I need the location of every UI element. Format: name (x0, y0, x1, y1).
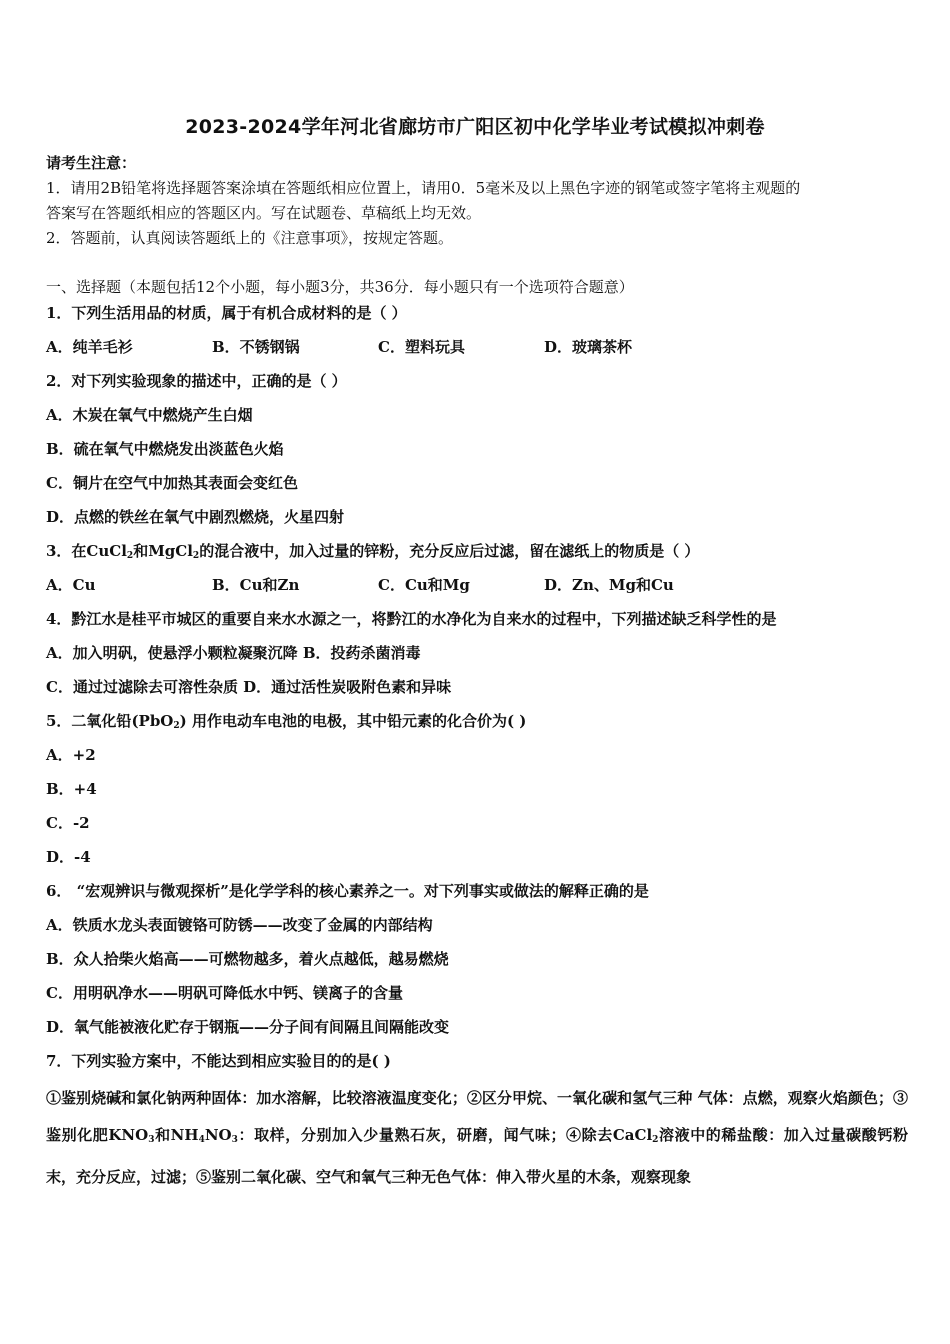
q5-option-c: C．-2 (46, 814, 90, 832)
q3-stem: 3．在CuCl$_2$和MgCl$_2$的混合液中，加入过量的锌粉，充分反应后过滤，留在滤纸上的物质是（ ） (46, 542, 700, 561)
q4-options-ab: A．加入明矾，使悬浮小颗粒凝聚沉降 B．投药杀菌消毒 (46, 644, 421, 662)
q2-option-a: A．木炭在氧气中燃烧产生白烟 (46, 406, 253, 424)
q1-option-b: B．不锈钢锅 (212, 338, 300, 356)
section-heading: 一、选择题（本题包括12个小题，每小题3分，共36分．每小题只有一个选项符合题意） (46, 278, 634, 296)
q2-option-b: B．硫在氧气中燃烧发出淡蓝色火焰 (46, 440, 284, 458)
q6-stem: 6． “宏观辨识与微观探析”是化学学科的核心素养之一。对下列事实或做法的解释正确的是 (46, 882, 649, 900)
q3-option-a: A．Cu (46, 576, 96, 594)
q5-option-b: B．+4 (46, 780, 97, 798)
q4-stem: 4．黔江水是桂平市城区的重要自来水水源之一，将黔江的水净化为自来水的过程中，下列描述缺乏科学性的是 (46, 610, 777, 628)
q3-option-c: C．Cu和Mg (378, 576, 470, 594)
q5-stem: 5．二氧化铅(PbO$_2$) 用作电动车电池的电极，其中铅元素的化合价为( ) (46, 712, 527, 731)
q7-stem: 7．下列实验方案中，不能达到相应实验目的的是( ) (46, 1052, 391, 1070)
q6-option-d: D．氧气能被液化贮存于钢瓶——分子间有间隔且间隔能改变 (46, 1018, 450, 1036)
q1-stem: 1．下列生活用品的材质，属于有机合成材料的是（ ） (46, 304, 407, 322)
page-title: 2023-2024学年河北省廊坊市广阳区初中化学毕业考试模拟冲刺卷 (185, 116, 765, 138)
q6-option-b: B．众人拾柴火焰高——可燃物越多，着火点越低，越易燃烧 (46, 950, 449, 968)
q5-option-d: D．-4 (46, 848, 91, 866)
notice-heading: 请考生注意： (46, 154, 137, 172)
q2-option-c: C．铜片在空气中加热其表面会变红色 (46, 474, 298, 492)
q7-body: ①鉴别烧碱和氯化钠两种固体：加水溶解，比较溶液温度变化；②区分甲烷、一氧化碳和氢气三种 气体：点燃，观察火焰颜色；③鉴别化肥$KNO_3$和$NH_4NO_3$：取样，分别加入少量熟石灰，研磨，闻气味；④除去CaCl$_2$溶液中的稀盐酸：加入过量碳酸钙粉末，充分反应，过滤；⑤鉴别二氧化碳、空气和氧气三种无色气体：伸入带火星的木条，观察现象 (46, 1089, 908, 1186)
q1-option-c: C．塑料玩具 (378, 338, 465, 356)
q3-option-b: B．Cu和Zn (212, 576, 300, 594)
q6-option-a: A．铁质水龙头表面镀铬可防锈——改变了金属的内部结构 (46, 916, 433, 934)
q1-option-a: A．纯羊毛衫 (46, 338, 133, 356)
notice-item-1a: 1．请用2B铅笔将选择题答案涂填在答题纸相应位置上，请用0．5毫米及以上黑色字迹的钢笔或签字笔将主观题的 (46, 179, 801, 197)
q1-option-d: D．玻璃茶杯 (544, 338, 633, 356)
notice-item-1b: 答案写在答题纸相应的答题区内。写在试题卷、草稿纸上均无效。 (46, 204, 482, 222)
q4-options-cd: C．通过过滤除去可溶性杂质 D．通过活性炭吸附色素和异味 (46, 678, 452, 696)
notice-item-2: 2．答题前，认真阅读答题纸上的《注意事项》，按规定答题。 (46, 229, 454, 247)
q2-option-d: D．点燃的铁丝在氧气中剧烈燃烧，火星四射 (46, 508, 345, 526)
q1-options (46, 336, 632, 357)
q3-option-d: D．Zn、Mg和Cu (544, 576, 674, 594)
q6-option-c: C．用明矾净水——明矾可降低水中钙、镁离子的含量 (46, 984, 403, 1002)
q3-options (46, 574, 674, 595)
q2-stem: 2．对下列实验现象的描述中，正确的是（ ） (46, 372, 347, 390)
q5-option-a: A．+2 (46, 746, 96, 764)
